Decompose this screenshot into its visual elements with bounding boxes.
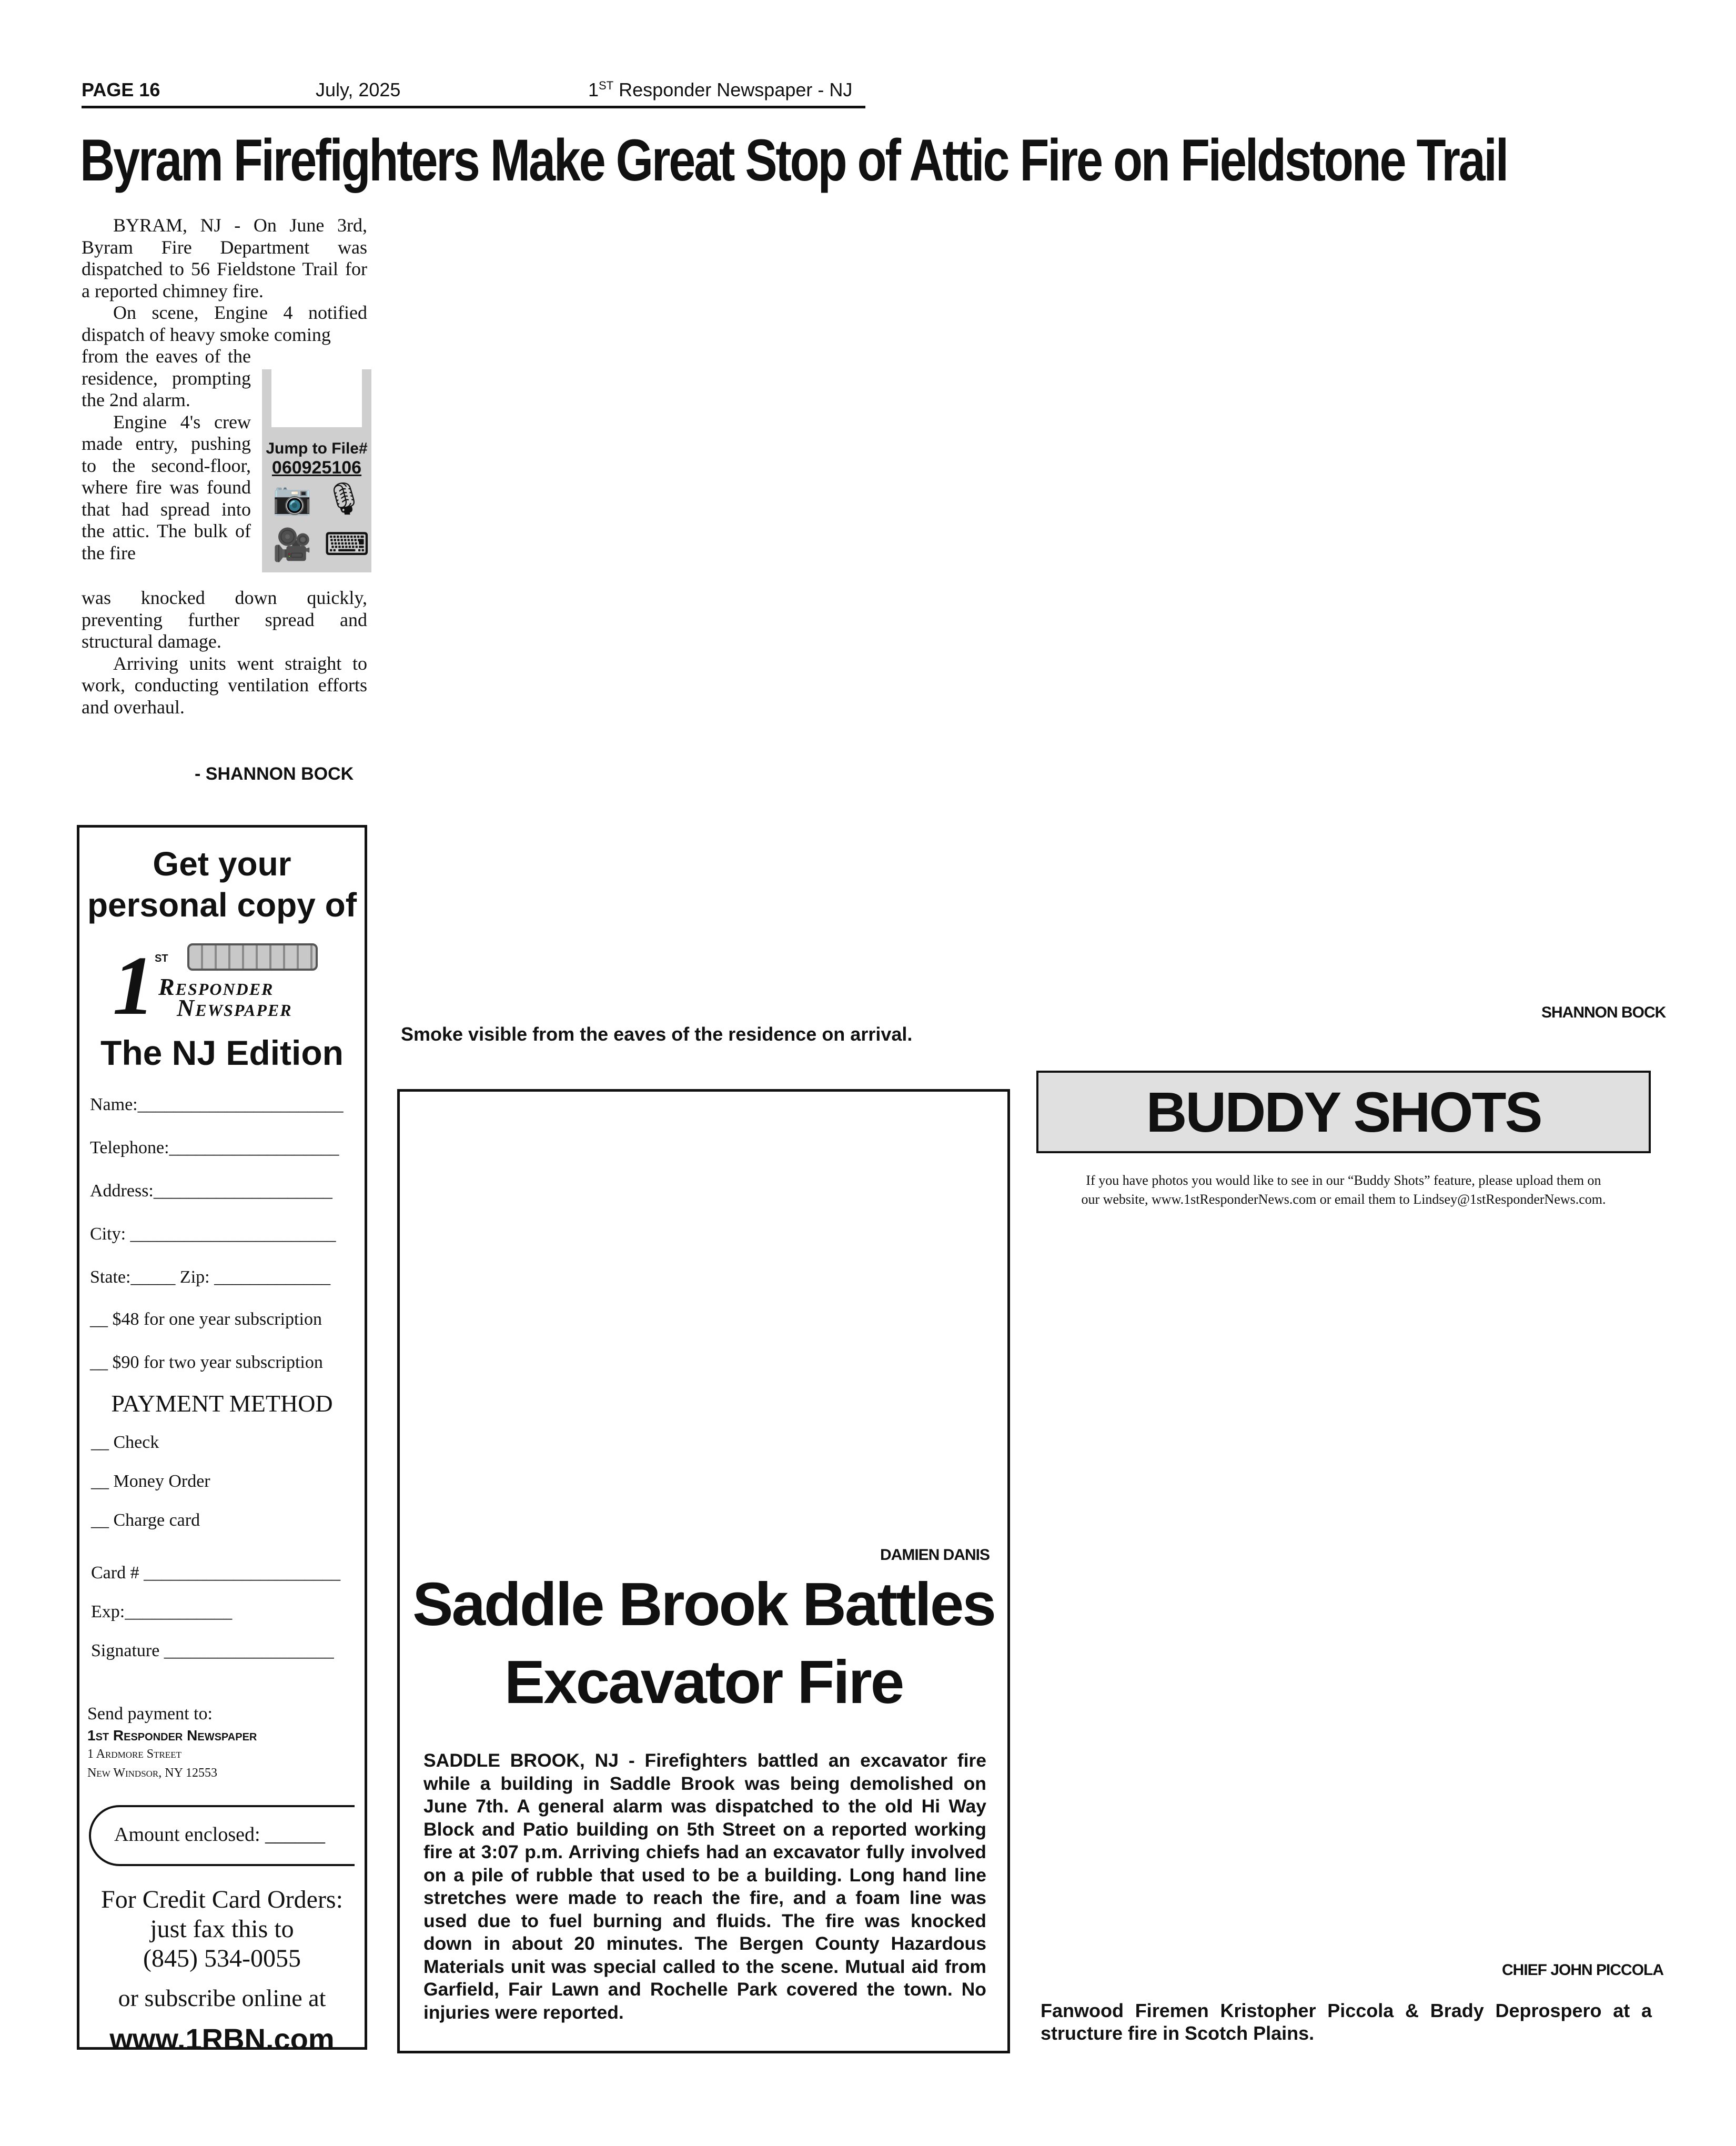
newspaper-logo: 1 ST Responder Newspaper	[108, 943, 345, 1038]
buddy-shots-note: If you have photos you would like to see in our “Buddy Shots” feature, please upload them on our website, www.1stResponderNews.com or email them to Lindsey@1stResponderNews.com.	[1081, 1173, 1606, 1207]
jump-to-file-box[interactable]	[262, 369, 371, 572]
header-rule	[82, 106, 865, 108]
credit-card-line-1: For Credit Card Orders:	[101, 1886, 343, 1913]
subscribe-url-link[interactable]: www.1RBN.com	[109, 2022, 335, 2056]
charge-card-option[interactable]: __ Charge card	[91, 1510, 200, 1530]
jump-label: Jump to File#	[266, 440, 368, 457]
photo-credit-john-piccola: CHIEF JOHN PICCOLA	[1502, 1961, 1664, 1979]
amount-enclosed-box[interactable]	[89, 1805, 355, 1866]
article-narrow-text: from the eaves of the residence, prompting the 2nd alarm. Engine 4's crew made entry, pushing to the second-floor, where fire was found that had spread into the attic. The bulk of the fire	[82, 346, 251, 563]
name-field[interactable]: Name:_______________________	[90, 1095, 344, 1114]
article-top-text: BYRAM, NJ - On June 3rd, Byram Fire Department was dispatched to 56 Fieldstone Trail for a reported chimney fire. On scene, Engine 4 notified dispatch of heavy smoke coming	[82, 215, 367, 345]
telephone-field[interactable]: Telephone:___________________	[90, 1138, 339, 1157]
camera-icon: 📷	[272, 481, 312, 516]
subscribe-online-label: or subscribe online at	[118, 1984, 326, 2011]
subscription-form	[77, 825, 367, 2056]
card-number-field[interactable]: Card # ______________________	[91, 1563, 341, 1583]
photo-caption-byram: Smoke visible from the eaves of the residence on arrival.	[401, 1023, 913, 1045]
address-field[interactable]: Address:____________________	[90, 1181, 332, 1201]
money-order-option[interactable]: __ Money Order	[91, 1472, 210, 1491]
buddy-shots-banner	[1036, 1071, 1651, 1153]
credit-card-line-2: just fax this to	[150, 1915, 294, 1943]
fax-number: (845) 534-0055	[143, 1945, 301, 1972]
city-state-zip: New Windsor, NY 12553	[87, 1766, 218, 1780]
street-address: 1 Ardmore Street	[87, 1747, 181, 1761]
issue-date: July, 2025	[316, 79, 401, 100]
article-bottom-text: was knocked down quickly, preventing further spread and structural damage. Arriving units went straight to work, conducting ventilation efforts and overhaul.	[82, 587, 367, 718]
typewriter-icon: ⌨	[324, 527, 370, 562]
amount-enclosed-label: Amount enclosed: ______	[114, 1823, 326, 1846]
headline: Byram Firefighters Make Great Stop of Attic Fire on Fieldstone Trail	[80, 127, 1508, 193]
buddy-shots-title: BUDDY SHOTS	[1146, 1080, 1541, 1144]
saddle-brook-article	[397, 1089, 1010, 2053]
sub-heading-2: personal copy of	[87, 886, 357, 924]
paper-name: 1ST Responder Newspaper - NJ	[588, 79, 853, 100]
state-zip-field[interactable]: State:_____ Zip: _____________	[90, 1267, 331, 1287]
fire-truck-icon	[187, 943, 318, 971]
buddy-photo-caption: Fanwood Firemen Kristopher Piccola & Brady Deprospero at a structure fire in Scotch Plains.	[1041, 2000, 1652, 2044]
payment-method-heading: PAYMENT METHOD	[111, 1390, 333, 1417]
video-camera-icon: 🎥	[272, 528, 312, 562]
microphone-icon: 🎙	[324, 481, 365, 516]
company-name: 1st Responder Newspaper	[87, 1727, 257, 1744]
saddle-brook-body: SADDLE BROOK, NJ - Firefighters battled an excavator fire while a building in Saddle Brook was being demolished on June 7th. A general alarm was dispatched to the old Hi Way Block and Patio building on 5th Street on a reported working fire at 3:07 p.m. Arriving chiefs had an excavator fully involved on a pile of rubble that used to be a building. Long hand line stretches were made to reach the fire, and a foam line was used due to fuel burning and fluids. The fire was knocked down in about 20 minutes. The Bergen County Hazardous Materials unit was special called to the scene. Mutual aid from Garfield, Fair Lawn and Rochelle Park covered the town. No injuries were reported.	[423, 1750, 986, 2023]
card-exp-field[interactable]: Exp:____________	[91, 1602, 233, 1621]
edition-label: The NJ Edition	[100, 1033, 344, 1072]
saddle-brook-headline: Saddle Brook Battles Excavator Fire	[412, 1570, 995, 1716]
one-year-option[interactable]: __ $48 for one year subscription	[90, 1309, 322, 1329]
signature-field[interactable]: Signature ___________________	[91, 1641, 334, 1660]
photo-credit-shannon-bock: SHANNON BOCK	[1541, 1004, 1666, 1021]
jump-file-number[interactable]: 060925106	[271, 458, 362, 478]
send-payment-label: Send payment to:	[87, 1704, 213, 1724]
article-byline: - SHANNON BOCK	[195, 764, 354, 784]
city-field[interactable]: City: _______________________	[90, 1224, 336, 1244]
page-number: PAGE 16	[82, 79, 160, 100]
photo-credit-damien-danis: DAMIEN DANIS	[880, 1546, 990, 1564]
two-year-option[interactable]: __ $90 for two year subscription	[90, 1353, 323, 1372]
check-option[interactable]: __ Check	[91, 1433, 159, 1452]
sub-heading-1: Get your	[153, 845, 291, 883]
